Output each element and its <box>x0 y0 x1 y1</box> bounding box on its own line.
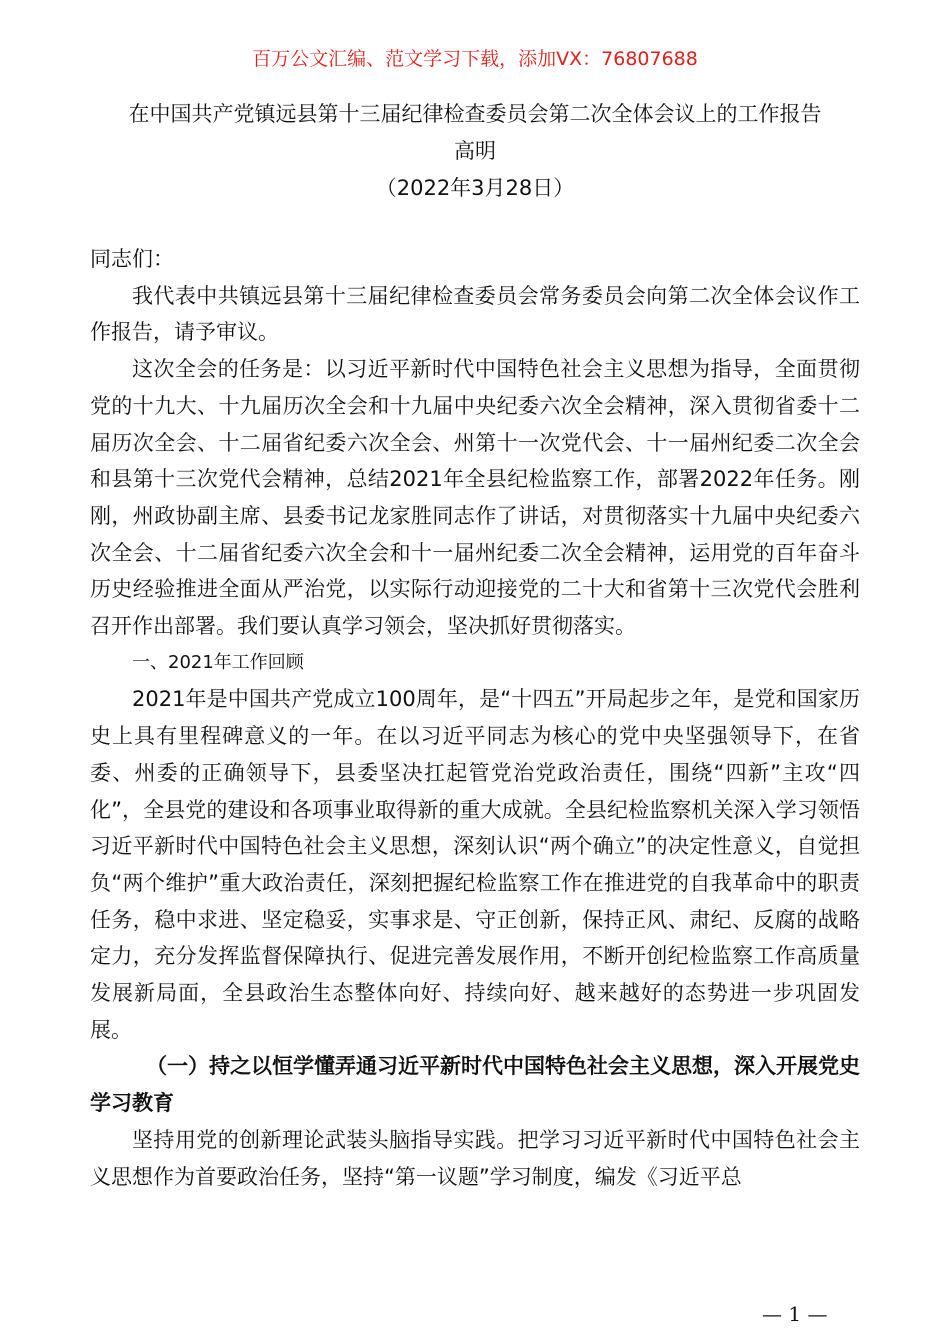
header-watermark-note: 百万公文汇编、范文学习下载，添加VX：76807688 <box>252 48 698 70</box>
title-block <box>0 96 950 207</box>
document-author: 高明 <box>454 139 496 163</box>
document-body <box>90 241 860 1195</box>
paragraph: 坚持用党的创新理论武装头脑指导实践。把学习习近平新时代中国特色社会主义思想作为首要政治任务，坚持“第一议题”学习制度，编发《习近平总 <box>90 1127 860 1189</box>
page-number: — 1 — <box>762 1302 828 1326</box>
section-heading: 一、2021年工作回顾 <box>132 651 304 673</box>
paragraph: 这次全会的任务是：以习近平新时代中国特色社会主义思想为指导，全面贯彻党的十九大、十九届历次全会和十九届中央纪委六次全会精神，深入贯彻省委十二届历次全会、十二届省纪委六次全会、州第十一次党代会、十一届州纪委二次全会和县第十三次党代会精神，总结2021年全县纪检监察工作，部署2022年任务。刚刚，州政协副主席、县委书记龙家胜同志作了讲话，对贯彻落实十九届中央纪委六次全会、十二届省纪委六次全会和十一届州纪委二次全会精神，运用党的百年奋斗历史经验推进全面从严治党，以实际行动迎接党的二十大和省第十三次党代会胜利召开作出部署。我们要认真学习领会，坚决抓好贯彻落实。 <box>90 357 860 639</box>
subsection-heading: （一）持之以恒学懂弄通习近平新时代中国特色社会主义思想，深入开展党史学习教育 <box>90 1054 860 1116</box>
document-date: （2022年3月28日） <box>375 176 575 200</box>
paragraph: 我代表中共镇远县第十三届纪律检查委员会常务委员会向第二次全体会议作工作报告，请予审议。 <box>90 283 860 345</box>
paragraph: 2021年是中国共产党成立100周年，是“十四五”开局起步之年，是党和国家历史上具有里程碑意义的一年。在以习近平同志为核心的党中央坚强领导下，在省委、州委的正确领导下，县委坚决扛起管党治党政治责任，围绕“四新”主攻“四化”，全县党的建设和各项事业取得新的重大成就。全县纪检监察机关深入学习领悟习近平新时代中国特色社会主义思想，深刻认识“两个确立”的决定性意义，自觉担负“两个维护”重大政治责任，深刻把握纪检监察工作在推进党的自我革命中的职责任务，稳中求进、坚定稳妥，实事求是、守正创新，保持正风、肃纪、反腐的战略定力，充分发挥监督保障执行、促进完善发展作用，不断开创纪检监察工作高质量发展新局面，全县政治生态整体向好、持续向好、越来越好的态势进一步巩固发展。 <box>90 687 860 1042</box>
salutation: 同志们： <box>90 247 174 271</box>
document-title: 在中国共产党镇远县第十三届纪律检查委员会第二次全体会议上的工作报告 <box>128 102 822 126</box>
